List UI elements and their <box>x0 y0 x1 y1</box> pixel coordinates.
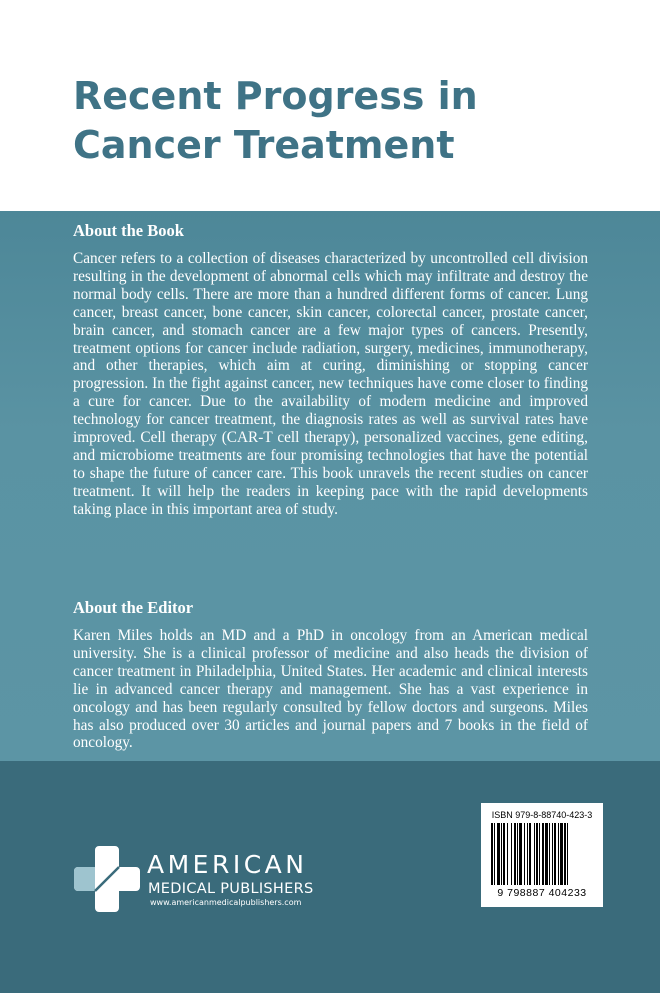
about-book-text: Cancer refers to a collection of diseases characterized by uncontrolled cell division resulting in the development of abnormal cells which may infiltrate and destroy the normal body cells. There are more than a hundred different forms of cancer. Lung cancer, breast cancer, bone cancer, skin cancer, colorectal cancer, prostate cancer, brain cancer, and stomach cancer are a few major types of cancers. Presently, treatment options for cancer include radiation, surgery, medicines, immunotherapy, and other therapies, which aim at curing, diminishing or stopping cancer progression. In the fight against cancer, new techniques have come closer to finding a cure for cancer. Due to the availability of modern medicine and improved technology for cancer treatment, the diagnosis rates as well as survival rates have improved. Cell therapy (CAR-T cell therapy), personalized vaccines, gene editing, and microbiome treatments are four promising technologies that have the potential to shape the future of cancer care. This book unravels the recent studies on cancer treatment. It will help the readers in keeping pace with the rapid developments taking place in this important area of study. <box>73 250 588 518</box>
about-editor-heading: About the Editor <box>73 598 194 617</box>
barcode-box <box>481 803 603 907</box>
title-area <box>0 0 660 211</box>
barcode-number: 9 798887 404233 <box>497 887 587 899</box>
barcode-icon <box>491 823 593 885</box>
book-title: Recent Progress in Cancer Treatment <box>73 74 478 167</box>
medical-cross-icon <box>72 844 142 914</box>
isbn-label: ISBN 979-8-88740-423-3 <box>491 810 593 820</box>
about-editor-text: Karen Miles holds an MD and a PhD in oncology from an American medical university. She is a clinical professor of medicine and also heads the division of cancer treatment in Philadelphia, United States. Her academic and clinical interests lie in advanced cancer therapy and management. She has a vast experience in oncology and has been regularly consulted by fellow doctors and surgeons. Miles has also produced over 30 articles and journal papers and 7 books in the field of oncology. <box>73 627 588 752</box>
publisher-url: www.americanmedicalpublishers.com <box>150 898 302 907</box>
publisher-subtitle: MEDICAL PUBLISHERS <box>148 881 314 897</box>
publisher-name: AMERICAN <box>147 850 308 879</box>
about-book-heading: About the Book <box>73 221 184 240</box>
